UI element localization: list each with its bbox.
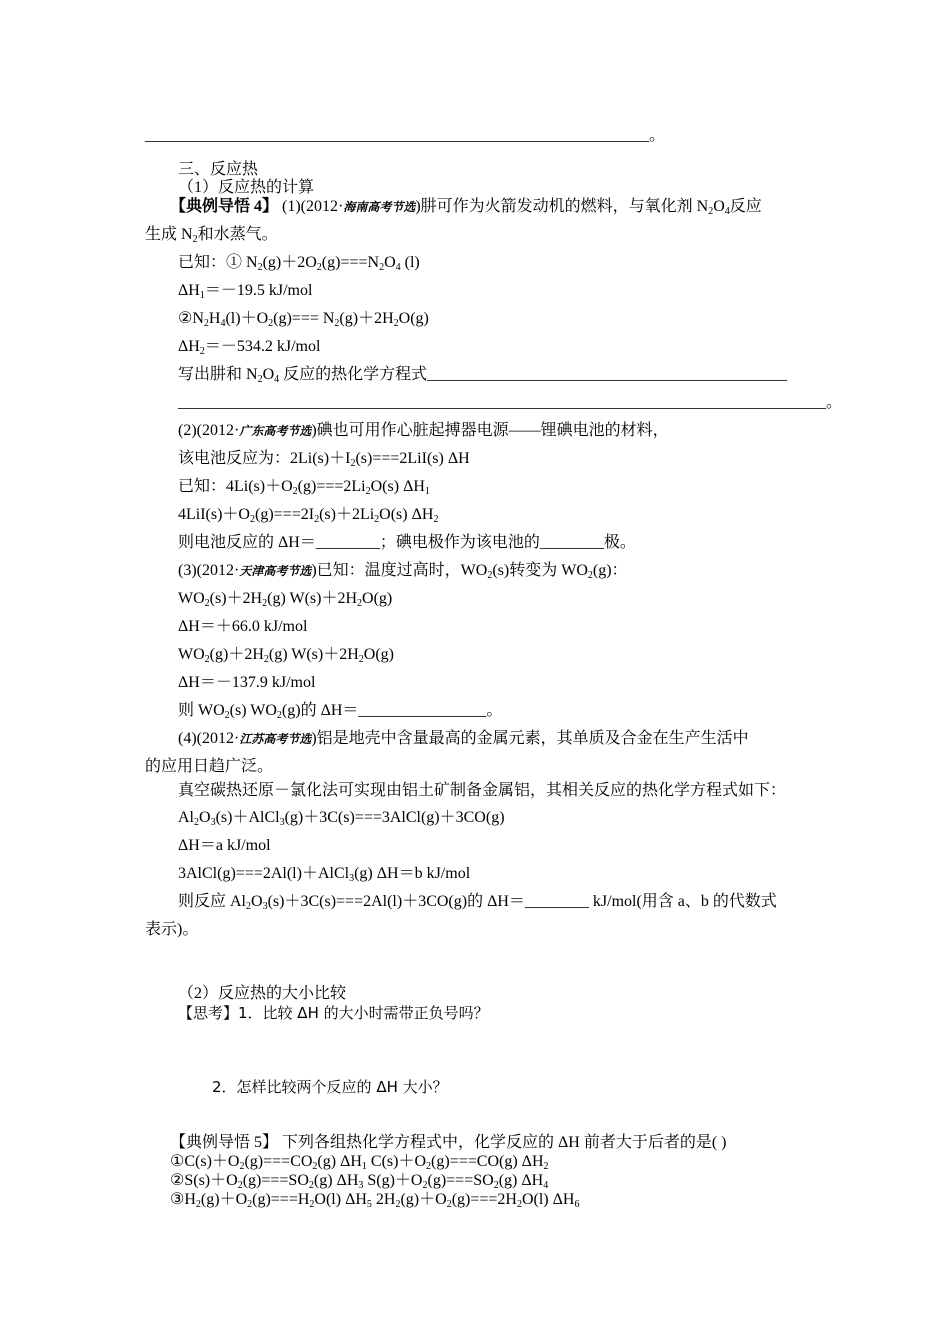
subscript: 4 bbox=[395, 262, 401, 273]
t: ②S(s)＋O bbox=[170, 1172, 238, 1189]
subscript: 2 bbox=[257, 374, 263, 385]
t: (l)＋O bbox=[225, 310, 269, 327]
source-tag: 江苏高考节选 bbox=[239, 732, 312, 746]
t: O bbox=[199, 809, 211, 826]
ex4-write bbox=[178, 365, 787, 385]
t: (2)(2012· bbox=[178, 422, 240, 439]
subscript: 2 bbox=[334, 318, 340, 329]
source-tag: 天津高考节选 bbox=[239, 564, 312, 578]
t: 该电池反应为：2Li(s)＋I bbox=[178, 450, 351, 467]
t: (g) ΔH bbox=[498, 1172, 544, 1189]
ex4-dh1 bbox=[178, 281, 312, 301]
t: (g)===CO bbox=[244, 1153, 313, 1170]
subscript: 2 bbox=[276, 710, 282, 721]
subscript: 2 bbox=[246, 901, 252, 912]
t: (s) WO bbox=[229, 702, 277, 719]
t: S(g)＋O bbox=[363, 1172, 423, 1189]
ex4-line2-a: 生成 N bbox=[145, 226, 193, 243]
t: (g) W(s)＋2H bbox=[267, 590, 358, 607]
ex4-line2 bbox=[145, 225, 278, 245]
sub1-title: （1）反应热的计算 bbox=[178, 179, 315, 196]
subscript: 2 bbox=[314, 514, 320, 525]
subscript: 6 bbox=[574, 1199, 580, 1210]
t: (g)===SO bbox=[242, 1172, 309, 1189]
ex4-p3-line1 bbox=[178, 561, 628, 581]
ex4-p4-line1 bbox=[178, 729, 749, 749]
subscript: 2 bbox=[543, 1161, 549, 1172]
subscript: 2 bbox=[239, 1161, 245, 1172]
ex4-p4-eq2 bbox=[178, 864, 470, 884]
ex5-row2 bbox=[170, 1171, 548, 1191]
subscript: 2 bbox=[224, 710, 230, 721]
t: (l) bbox=[400, 254, 420, 271]
subscript: 2 bbox=[316, 262, 322, 273]
t: 2H bbox=[371, 1191, 396, 1208]
t: (g)＋2H bbox=[209, 646, 264, 663]
t: (g)===N bbox=[321, 254, 380, 271]
subscript: 1 bbox=[199, 290, 205, 301]
t: 写出肼和 N bbox=[178, 366, 258, 383]
subscript: 2 bbox=[708, 206, 714, 217]
t: (g)=== N bbox=[273, 310, 335, 327]
ex4-known1 bbox=[178, 253, 420, 273]
t: O(s) ΔH bbox=[379, 506, 434, 523]
subscript: 2 bbox=[493, 1180, 499, 1191]
subscript: 2 bbox=[312, 1161, 318, 1172]
subscript: 4 bbox=[543, 1180, 549, 1191]
subscript: 2 bbox=[374, 514, 380, 525]
t: O(s) ΔH bbox=[370, 478, 425, 495]
think-q1: 【思考】1．比较 ΔH 的大小时需带正负号吗？ bbox=[178, 1004, 489, 1022]
subscript: 2 bbox=[433, 514, 439, 525]
subscript: 2 bbox=[292, 486, 298, 497]
subscript: 2 bbox=[379, 262, 385, 273]
subscript: 2 bbox=[199, 346, 205, 357]
ex4-p2-question: 则电池反应的 ΔH＝________；碘电极作为该电池的________极。 bbox=[178, 534, 636, 551]
subscript: 2 bbox=[350, 458, 356, 469]
subscript: 3 bbox=[358, 1180, 364, 1191]
t: (3)(2012· bbox=[178, 562, 240, 579]
t: (s)＋AlCl bbox=[215, 809, 280, 826]
t: O(l) ΔH bbox=[521, 1191, 575, 1208]
t: (g)===2I bbox=[255, 506, 315, 523]
t: O bbox=[262, 366, 275, 383]
t: 3AlCl(g)===2Al(l)＋AlCl bbox=[178, 865, 350, 882]
ex4-eq2 bbox=[178, 309, 429, 329]
t: 则 WO bbox=[178, 702, 225, 719]
t: O(g) bbox=[363, 646, 395, 663]
t: )已知：温度过高时，WO bbox=[311, 562, 488, 579]
ex4-p1-c: O bbox=[713, 198, 725, 215]
subscript: 2 bbox=[195, 1199, 201, 1210]
t: WO bbox=[178, 646, 205, 663]
subscript: 4 bbox=[274, 374, 280, 385]
subscript: 2 bbox=[446, 1199, 452, 1210]
ex4-p4-question-line2: 表示)。 bbox=[145, 921, 199, 938]
subscript: 2 bbox=[204, 654, 210, 665]
subscript: 5 bbox=[366, 1199, 372, 1210]
ex4-p2-battery bbox=[178, 449, 470, 469]
ex4-p3-dh2: ΔH＝－137.9 kJ/mol bbox=[178, 674, 316, 691]
t: (g)===CO(g) ΔH bbox=[431, 1153, 544, 1170]
section3-title: 三、反应热 bbox=[178, 161, 259, 178]
top-answer-line: _______________________________________________________________。 bbox=[145, 127, 665, 144]
subscript: 2 bbox=[365, 486, 371, 497]
subscript: 2 bbox=[247, 1199, 253, 1210]
t: (g) W(s)＋2H bbox=[268, 646, 359, 663]
subscript: 4 bbox=[724, 206, 730, 217]
ex4-p2-eq2 bbox=[178, 505, 438, 525]
ex4-p4-dh1: ΔH＝a kJ/mol bbox=[178, 837, 271, 854]
subscript: 2 bbox=[237, 1180, 243, 1191]
t: ＝－19.5 kJ/mol bbox=[204, 282, 313, 299]
subscript: 2 bbox=[393, 318, 399, 329]
ex4-p3-eq2 bbox=[178, 645, 394, 665]
ex4-p1-source: 海南高考节选 bbox=[343, 200, 416, 214]
t: C(s)＋O bbox=[366, 1153, 427, 1170]
t: (g) ΔH＝b kJ/mol bbox=[354, 865, 471, 882]
t: (s)转变为 WO bbox=[492, 562, 588, 579]
ex4-dh2 bbox=[178, 337, 320, 357]
t: ②N bbox=[178, 310, 204, 327]
t: )碘也可用作心脏起搏器电源——锂碘电池的材料， bbox=[311, 422, 669, 439]
subscript: 3 bbox=[262, 901, 268, 912]
t: (s)＋2Li bbox=[319, 506, 375, 523]
t: (g)===2H bbox=[451, 1191, 517, 1208]
t: (g)＋2H bbox=[339, 310, 394, 327]
ex4-p4-question bbox=[178, 892, 777, 912]
t: 则反应 Al bbox=[178, 893, 247, 910]
subscript: 3 bbox=[349, 873, 355, 884]
ex5-title: 【典例导悟 5】 下列各组热化学方程式中，化学反应的 ΔH 前者大于后者的是( ) bbox=[170, 1134, 727, 1151]
subscript: 2 bbox=[308, 1180, 314, 1191]
ex4-p4-line3: 真空碳热还原－氯化法可实现由铝土矿制备金属铝，其相关反应的热化学方程式如下： bbox=[178, 782, 787, 799]
t: (g)： bbox=[592, 562, 628, 579]
t: ①C(s)＋O bbox=[170, 1153, 240, 1170]
sub2-title: （2）反应热的大小比较 bbox=[178, 985, 347, 1002]
source-tag: 广东高考节选 bbox=[239, 424, 312, 438]
t: (4)(2012· bbox=[178, 730, 240, 747]
t: 已知：4Li(s)＋O bbox=[178, 478, 293, 495]
t: 反应的热化学方程式 bbox=[279, 366, 428, 383]
t: )铝是地壳中含量最高的金属元素，其单质及合金在生产生活中 bbox=[311, 730, 749, 747]
ex4-p4-line2: 的应用日趋广泛。 bbox=[145, 758, 274, 775]
t: (g)===2Li bbox=[297, 478, 366, 495]
ex4-line2-b: 和水蒸气。 bbox=[197, 226, 278, 243]
t: (g)===H bbox=[252, 1191, 310, 1208]
ex4-p3-eq1 bbox=[178, 589, 392, 609]
subscript: 2 bbox=[192, 234, 198, 245]
t: (g)＋O bbox=[400, 1191, 447, 1208]
subscript: 3 bbox=[210, 817, 216, 828]
t: (g)的 ΔH＝________________。 bbox=[281, 702, 503, 719]
ex4-p3-question bbox=[178, 701, 502, 721]
t: O(g) bbox=[362, 590, 393, 607]
subscript: 2 bbox=[516, 1199, 522, 1210]
t: (g)＋3C(s)===3AlCl(g)＋3CO(g) bbox=[284, 809, 505, 826]
answer-blank: _____________________________________________ bbox=[427, 366, 788, 383]
ex4-p1-b: )肼可作为火箭发动机的燃料，与氧化剂 N bbox=[415, 198, 709, 215]
subscript: 3 bbox=[279, 817, 285, 828]
t: Al bbox=[178, 809, 194, 826]
think-q2: 2．怎样比较两个反应的 ΔH 大小？ bbox=[212, 1078, 448, 1096]
t: O bbox=[251, 893, 263, 910]
t: 已知：① N bbox=[178, 254, 258, 271]
subscript: 2 bbox=[262, 598, 268, 609]
subscript: 2 bbox=[257, 262, 263, 273]
subscript: 2 bbox=[204, 598, 210, 609]
ex4-full-blank: _________________________________________________________________________________。 bbox=[178, 394, 842, 411]
t: (g)＋2O bbox=[262, 254, 317, 271]
ex4-p2-known bbox=[178, 477, 430, 497]
subscript: 2 bbox=[587, 570, 593, 581]
subscript: 2 bbox=[203, 318, 209, 329]
ex4-p4-eq1 bbox=[178, 808, 505, 828]
t: O(l) ΔH bbox=[314, 1191, 367, 1208]
subscript: 1 bbox=[424, 486, 430, 497]
t: ΔH bbox=[178, 282, 200, 299]
subscript: 2 bbox=[395, 1199, 401, 1210]
t: H bbox=[208, 310, 221, 327]
ex4-line1 bbox=[170, 197, 762, 217]
t: (g)＋O bbox=[200, 1191, 248, 1208]
subscript: 4 bbox=[220, 318, 226, 329]
ex4-p3-dh1: ΔH＝＋66.0 kJ/mol bbox=[178, 618, 308, 635]
subscript: 2 bbox=[357, 598, 363, 609]
subscript: 1 bbox=[361, 1161, 367, 1172]
t: (s)===2LiI(s) ΔH bbox=[355, 450, 470, 467]
t: (g)===SO bbox=[427, 1172, 494, 1189]
subscript: 2 bbox=[487, 570, 493, 581]
t: WO bbox=[178, 590, 205, 607]
ex4-p1-d: 反应 bbox=[729, 198, 762, 215]
t: 4LiI(s)＋O bbox=[178, 506, 250, 523]
t: O(g) bbox=[398, 310, 429, 327]
t: O bbox=[384, 254, 396, 271]
t: (s)＋2H bbox=[209, 590, 263, 607]
subscript: 2 bbox=[422, 1180, 428, 1191]
t: ΔH bbox=[178, 338, 200, 355]
t: (g) ΔH bbox=[313, 1172, 359, 1189]
ex4-p1-a: (1)(2012· bbox=[282, 198, 344, 215]
ex4-p2-line1 bbox=[178, 421, 669, 441]
subscript: 2 bbox=[358, 654, 364, 665]
subscript: 2 bbox=[426, 1161, 432, 1172]
t: ③H bbox=[170, 1191, 196, 1208]
ex5-row1 bbox=[170, 1152, 549, 1172]
t: (g) ΔH bbox=[317, 1153, 362, 1170]
subscript: 2 bbox=[194, 817, 199, 828]
t: ＝－534.2 kJ/mol bbox=[204, 338, 321, 355]
t: (s)＋3C(s)===2Al(l)＋3CO(g)的 ΔH＝________ kJ/mol(用含 a、b 的代数式 bbox=[267, 893, 777, 910]
ex4-label: 【典例导悟 4】 bbox=[170, 198, 279, 215]
subscript: 2 bbox=[250, 514, 255, 525]
subscript: 2 bbox=[263, 654, 269, 665]
subscript: 2 bbox=[268, 318, 274, 329]
ex5-row3 bbox=[170, 1190, 579, 1210]
subscript: 2 bbox=[309, 1199, 315, 1210]
